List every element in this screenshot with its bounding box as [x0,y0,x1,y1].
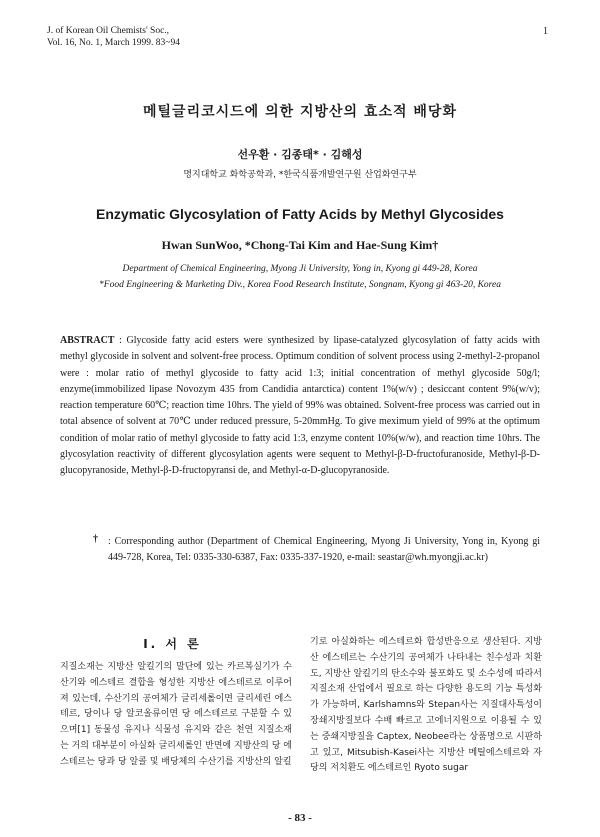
korean-authors: 선우환 · 김종태* · 김해성 [237,148,363,161]
header-page-number: 1 [543,26,548,37]
section-heading-introduction: I. 서 론 [143,637,202,651]
korean-affiliation: 명지대학교 화학공학과, *한국식품개발연구원 산업화연구부 [183,170,417,180]
english-authors: Hwan SunWoo, *Chong-Tai Kim and Hae-Sung Kim† [161,238,439,252]
english-affiliation-2: *Food Engineering & Marketing Div., Korea Food Research Institute, Songnam, Kyong gi 463-20, Korea [99,280,501,290]
body-right-column: 기로 아실화하는 에스테르화 합성반응으로 생산된다. 지방산 에스테르는 수산기의 공여체가 나타내는 친수성과 치환도, 지방산 알킬기의 탄소수와 불포화도 및 소수성에 따라서 지질소재 산업에서 필요로 하는 다양한 용도의 기능 특성화가 가능하며, Karlshamns와 Stepan사는 지질대사특성이 장쇄지방질보다 수배 빠르고 고에너지원으로 이용될 수 있는 중쇄지방질을 Captex, Neobee라는 상품명으로 시판하고 있고, Mitsubish-Kasei사는 지방산 메틸에스테르와 자당의 저치환도 에스테르인 Ryoto sugar [310,637,542,774]
english-affiliation-1: Department of Chemical Engineering, Myong Ji University, Yong in, Kyong gi 449-28, Korea [122,264,478,274]
journal-volume: Vol. 16, No. 1, March 1999. 83~94 [47,37,180,48]
abstract [60,333,540,480]
body-left-column: 지질소재는 지방산 알킬기의 말단에 있는 카르복실기가 수산기와 에스테르 결합을 형성한 지방산 에스테르로 이루어져 있는데, 수산기의 공여체가 글리세롤이면 글리세린 에스테르, 당이나 당 알코올류이면 당 에스테르로 구분할 수 있으며[1] 동물성 유지나 식물성 유지와 같은 천연 지질소재는 거의 대부분이 아실화 글리세롤인 반면에 지방산의 당 에스테르는 당과 당 알콜 및 배당체의 수산기를 지방산의 알킬 [60,662,292,767]
abstract-label: ABSTRACT [60,335,115,346]
corresponding-author-note: : Corresponding author (Department of Chemical Engineering, Myong Ji University, Yong in, Kyong gi 449-728, Korea, Tel: 0335-330-6387, Fax: 0335-337-1920, e-mail: seastar@wh.myongji.ac.kr) [108,536,540,564]
abstract-text: : Glycoside fatty acid esters were synthesized by lipase-catalyzed glycosylation of fatty acids with methyl glycoside in solvent and solvent-free process. Optimum condition of solvent process using 2-methyl-2-propanol were : molar ratio of methyl glycoside to fatty acid 1:3; initial concentration of methyl glycoside 50g/l; enzyme(immobilized lipase Novozym 435 from Candidia antarctica) content 1%(w/v) ; desiccant content 9%(w/v); reaction temperature 60℃; reaction time 10hrs. The yield of 99% was obtained. Solvent-free process was carried out in total absence of solvent at 70℃ under reduced pressure, 5-20mmHg. To give meximum yield of 99% at the optimum condition of molar ratio of methyl glycoside to fatty acid 1:3, enzyme content 10%(w/w), and reaction time 10hrs. The glycosylation reactivity of different glycosylation agents were sequent to Methyl-β-D-fructofuranoside, Methyl-β-D-glucopyranoside, Methyl-β-D-fructopyransi de, and Methyl-α-D-glucopyranoside. [60,335,540,477]
footer-page-number: - 83 - [288,812,312,824]
english-title: Enzymatic Glycosylation of Fatty Acids by Methyl Glycosides [96,206,504,222]
journal-name: J. of Korean Oil Chemists' Soc., [47,26,170,36]
corresponding-author-mark: † [93,534,98,545]
korean-title: 메틸글리코시드에 의한 지방산의 효소적 배당화 [143,104,457,120]
journal-citation [47,26,180,49]
